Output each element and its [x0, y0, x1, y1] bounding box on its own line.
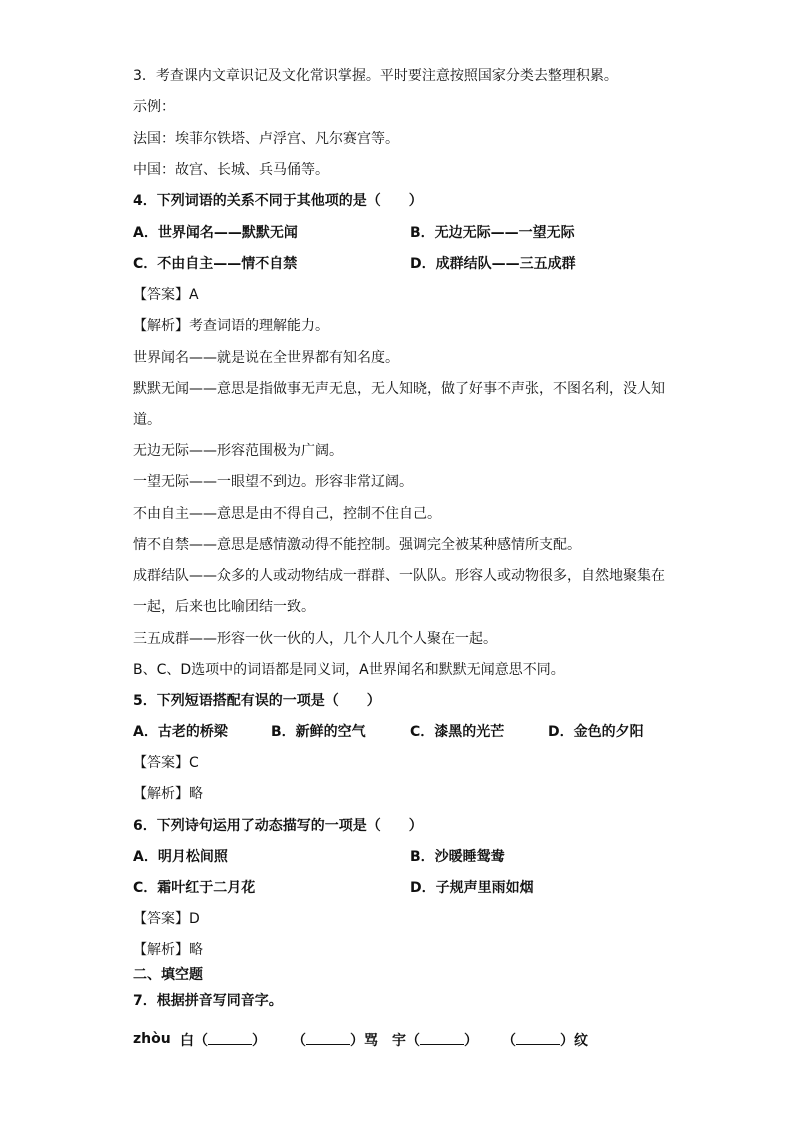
- answer: 【答案】A: [133, 287, 199, 303]
- explanation-line: 世界闻名——就是说在全世界都有知名度。: [133, 350, 399, 366]
- answer-blank[interactable]: [306, 1030, 350, 1045]
- option-a: A．世界闻名——默默无闻: [133, 225, 298, 241]
- analysis: 【解析】略: [133, 942, 203, 958]
- option-a: A．明月松间照: [133, 849, 228, 865]
- option-c: C．不由自主——情不自禁: [133, 256, 298, 272]
- fill-item-1: 白（ ）: [180, 1030, 266, 1050]
- explanation-line: B、C、D选项中的词语都是同义词，A世界闻名和默默无闻意思不同。: [133, 662, 565, 678]
- explanation-line: 不由自主——意思是由不得自己，控制不住自己。: [133, 506, 441, 522]
- question-7-title: 7．根据拼音写同音字。: [133, 993, 283, 1009]
- analysis: 【解析】略: [133, 786, 203, 802]
- note-line-2: 示例：: [133, 99, 175, 115]
- explanation-line: 无边无际——形容范围极为广阔。: [133, 443, 343, 459]
- option-d: D．成群结队——三五成群: [410, 256, 576, 272]
- explanation-line: 成群结队——众多的人或动物结成一群群、一队队。形容人或动物很多，自然地聚集在: [133, 568, 665, 584]
- fill-item-3: 宇（ ）: [392, 1030, 478, 1050]
- explanation-line: 三五成群——形容一伙一伙的人，几个人几个人聚在一起。: [133, 631, 497, 647]
- option-d: D．子规声里雨如烟: [410, 880, 534, 896]
- question-4-title: 4．下列词语的关系不同于其他项的是（ ）: [133, 193, 423, 209]
- question-4-options-row-1: [133, 224, 298, 242]
- explanation-line: 情不自禁——意思是感情激动得不能控制。强调完全被某种感情所支配。: [133, 537, 581, 553]
- pinyin-row: [133, 1030, 171, 1048]
- option-d: D．金色的夕阳: [548, 724, 644, 740]
- explanation-line: 一起，后来也比喻团结一致。: [133, 599, 315, 615]
- analysis: 【解析】考查词语的理解能力。: [133, 318, 329, 334]
- explanation-line: 一望无际——一眼望不到边。形容非常辽阔。: [133, 474, 413, 490]
- option-b: B．无边无际——一望无际: [410, 225, 575, 241]
- answer-blank[interactable]: [420, 1030, 464, 1045]
- note-line-4: 中国：故宫、长城、兵马俑等。: [133, 162, 329, 178]
- fill-item-4: （ ）纹: [502, 1030, 588, 1050]
- option-b: B．新鲜的空气: [271, 724, 366, 740]
- explanation-line: 默默无闻——意思是指做事无声无息，无人知晓，做了好事不声张，不图名利，没人知: [133, 381, 665, 397]
- answer: 【答案】D: [133, 911, 200, 927]
- answer-blank[interactable]: [208, 1030, 252, 1045]
- fill-item-2: （ ）骂: [292, 1030, 378, 1050]
- option-c: C．漆黑的光芒: [410, 724, 505, 740]
- answer: 【答案】C: [133, 755, 199, 771]
- answer-blank[interactable]: [516, 1030, 560, 1045]
- option-c: C．霜叶红于二月花: [133, 880, 256, 896]
- option-a: A．古老的桥梁: [133, 724, 228, 740]
- explanation-line: 道。: [133, 412, 161, 428]
- option-b: B．沙暖睡鸳鸯: [410, 849, 505, 865]
- pinyin: zhòu: [133, 1031, 171, 1047]
- note-line-3: 法国：埃菲尔铁塔、卢浮宫、凡尔赛宫等。: [133, 131, 399, 147]
- section-heading: 二、填空题: [133, 967, 203, 983]
- question-6-title: 6．下列诗句运用了动态描写的一项是（ ）: [133, 818, 423, 834]
- question-5-title: 5．下列短语搭配有误的一项是（ ）: [133, 693, 381, 709]
- note-line-1: 3．考查课内文章识记及文化常识掌握。平时要注意按照国家分类去整理积累。: [133, 68, 618, 84]
